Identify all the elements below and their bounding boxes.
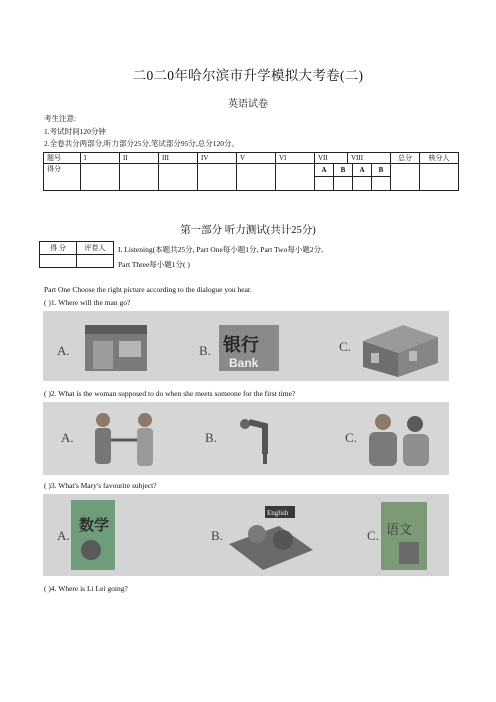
- option-b-label: B.: [205, 430, 217, 445]
- option-a-label: A.: [57, 528, 70, 543]
- score-row-label: 得分: [44, 164, 81, 191]
- svg-text:Bank: Bank: [229, 356, 259, 370]
- notice-heading: 考生注意:: [44, 114, 77, 123]
- score-header-cell: V: [237, 153, 276, 164]
- math-book-icon: [71, 500, 115, 570]
- score-cell: [391, 164, 420, 191]
- score-cell: [198, 164, 237, 191]
- score-header-cell: III: [159, 153, 198, 164]
- bank-sign-icon: [219, 325, 279, 371]
- grader-box: [39, 241, 114, 268]
- option-b-label: B.: [211, 528, 223, 543]
- score-header-cell: II: [120, 153, 159, 164]
- score-cell: [120, 164, 159, 191]
- score-table: [43, 152, 459, 191]
- score-cell: [159, 164, 198, 191]
- score-header-cell: VIII: [348, 153, 391, 164]
- chinese-book-icon: [381, 502, 427, 570]
- question-1-pictures: [43, 311, 449, 381]
- option-c-label: C.: [367, 528, 379, 543]
- score-header-cell: I: [81, 153, 120, 164]
- grader-score-label: 得 分: [40, 242, 77, 255]
- question-2-pictures: [43, 402, 449, 475]
- grader-name-label: 评卷人: [77, 242, 114, 255]
- score-header-cell: 题号: [44, 153, 81, 164]
- option-a-label: A.: [57, 343, 70, 358]
- svg-text:数学: 数学: [79, 516, 110, 534]
- score-cell: [81, 164, 120, 191]
- question-2: ( )2. What is the woman supposed to do when she meets someone for the first time?: [44, 389, 296, 398]
- score-header-cell: 总分: [391, 153, 420, 164]
- grader-name-blank: [77, 255, 114, 268]
- score-header-cell: VII: [315, 153, 348, 164]
- score-header-cell: 核分人: [420, 153, 459, 164]
- score-header-cell: IV: [198, 153, 237, 164]
- svg-text:English: English: [267, 509, 289, 517]
- answer-subgrid: [315, 164, 391, 191]
- answer-cell: B: [371, 164, 390, 176]
- listening-instruction-2: Part Three每小题1分( ): [118, 260, 190, 269]
- exam-title: 二0二0年哈尔滨市升学模拟大考卷(二): [132, 68, 364, 83]
- exam-subtitle: 英语试卷: [228, 99, 268, 110]
- question-3: ( )3. What's Mary's favourite subject?: [44, 481, 157, 490]
- answer-cell: B: [333, 164, 352, 176]
- svg-text:银行: 银行: [223, 335, 259, 356]
- option-c-label: C.: [345, 430, 357, 445]
- grader-score-blank: [40, 255, 77, 268]
- score-cell: [420, 164, 459, 191]
- listening-instruction-1: I. Listening(本题共25分, Part One每小题1分, Part Two每小题2分,: [118, 245, 323, 254]
- store-building-icon: [85, 325, 147, 371]
- score-cell: [276, 164, 315, 191]
- answer-cell: A: [352, 164, 371, 176]
- answer-cell: A: [321, 166, 327, 174]
- score-cell: [237, 164, 276, 191]
- question-3-pictures: [43, 494, 449, 576]
- question-1: ( )1. Where will the man go?: [44, 298, 131, 307]
- question-4: ( )4. Where is Li Lei going?: [44, 584, 128, 593]
- option-a-label: A.: [61, 430, 74, 445]
- part-one-heading: Part One Choose the right picture according to the dialogue you hear.: [44, 285, 252, 294]
- section-title: 第一部分 听力测试(共计25分): [180, 225, 316, 236]
- score-header-cell: VI: [276, 153, 315, 164]
- notice-line-1: 1.考试时间120分钟: [44, 127, 106, 136]
- option-c-label: C.: [339, 339, 351, 354]
- notice-line-2: 2.全卷共分两部分,听力部分25分,笔试部分95分,总分120分。: [44, 139, 239, 148]
- svg-text:语文: 语文: [386, 523, 413, 538]
- option-b-label: B.: [199, 343, 211, 358]
